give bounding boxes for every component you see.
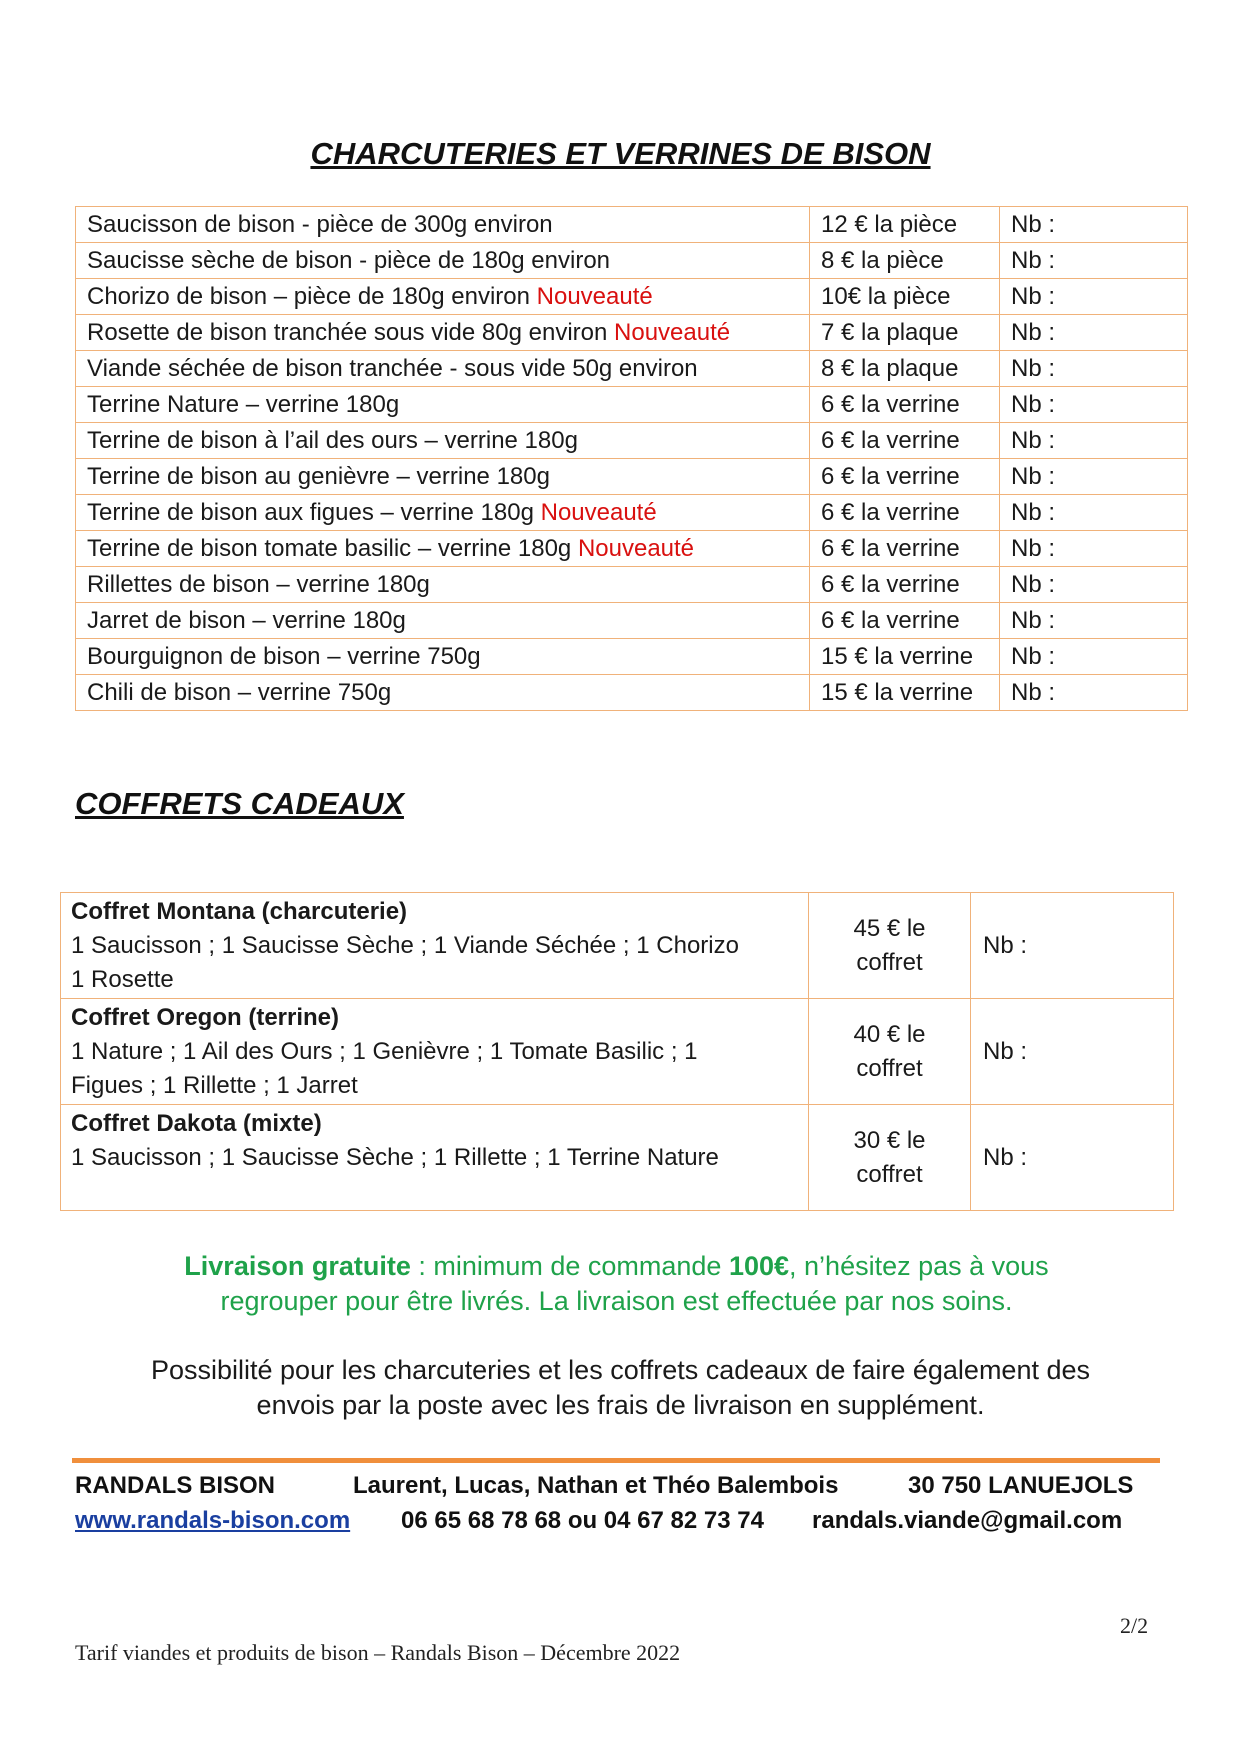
footer-divider [72, 1458, 1160, 1463]
gift-price-cell [809, 999, 971, 1105]
product-name: Terrine de bison aux figues – verrine 180g [87, 499, 541, 526]
product-name: Rillettes de bison – verrine 180g [87, 571, 430, 598]
product-name-cell [76, 675, 810, 711]
product-price: 6 € la verrine [810, 603, 1000, 639]
table-row [76, 387, 1188, 423]
page-number: 2/2 [1120, 1613, 1149, 1638]
quantity-field[interactable]: Nb : [1000, 639, 1188, 675]
gift-contents: 1 Rosette [71, 966, 174, 993]
product-name: Jarret de bison – verrine 180g [87, 607, 406, 634]
product-name: Viande séchée de bison tranchée - sous vide 50g environ [87, 355, 698, 382]
product-name: Rosette de bison tranchée sous vide 80g environ [87, 319, 615, 346]
gifts-table [60, 892, 1174, 1211]
quantity-field[interactable]: Nb : [1000, 675, 1188, 711]
product-price: 8 € la plaque [810, 351, 1000, 387]
product-name-cell [76, 639, 810, 675]
gift-price: 40 € le [853, 1020, 926, 1048]
gift-price: 30 € le [853, 1126, 926, 1154]
product-price: 6 € la verrine [810, 495, 1000, 531]
product-price: 7 € la plaque [810, 315, 1000, 351]
new-badge: Nouveauté [577, 535, 695, 562]
product-price: 15 € la verrine [810, 639, 1000, 675]
product-name: Chili de bison – verrine 750g [87, 679, 392, 706]
quantity-field[interactable]: Nb : [1000, 567, 1188, 603]
product-price: 6 € la verrine [810, 387, 1000, 423]
phone-numbers: 06 65 68 78 68 ou 04 67 82 73 74 [401, 1507, 764, 1534]
owners: Laurent, Lucas, Nathan et Théo Balembois [353, 1472, 839, 1499]
quantity-field[interactable]: Nb : [1000, 243, 1188, 279]
table-row [76, 603, 1188, 639]
product-price: 12 € la pièce [810, 207, 1000, 243]
gifts-section-title: COFFRETS CADEAUX [75, 786, 404, 821]
gift-name: Coffret Dakota (mixte) [71, 1110, 322, 1137]
products-table [75, 206, 1188, 711]
table-row [76, 459, 1188, 495]
quantity-field[interactable]: Nb : [971, 893, 1174, 999]
quantity-field[interactable]: Nb : [1000, 315, 1188, 351]
table-row [76, 531, 1188, 567]
product-name-cell [76, 531, 810, 567]
gift-description-cell [61, 893, 809, 999]
gift-description-cell [61, 1105, 809, 1211]
gift-name: Coffret Montana (charcuterie) [71, 898, 408, 925]
gift-name: Coffret Oregon (terrine) [71, 1004, 340, 1031]
product-name-cell [76, 387, 810, 423]
product-name-cell [76, 279, 810, 315]
quantity-field[interactable]: Nb : [1000, 531, 1188, 567]
product-name-cell [76, 423, 810, 459]
product-name-cell [76, 351, 810, 387]
product-name-cell [76, 603, 810, 639]
table-row [76, 351, 1188, 387]
new-badge: Nouveauté [540, 499, 657, 526]
table-row [76, 675, 1188, 711]
product-name: Saucisse sèche de bison - pièce de 180g environ [87, 247, 611, 274]
page-title: CHARCUTERIES ET VERRINES DE BISON [310, 136, 931, 171]
product-name: Terrine Nature – verrine 180g [87, 391, 400, 418]
new-badge: Nouveauté [536, 283, 653, 310]
gift-contents: 1 Saucisson ; 1 Saucisse Sèche ; 1 Rillette ; 1 Terrine Nature [71, 1144, 719, 1171]
location: 30 750 LANUEJOLS [908, 1472, 1134, 1499]
product-name: Chorizo de bison – pièce de 180g environ [87, 283, 537, 310]
table-row [76, 315, 1188, 351]
table-row [76, 243, 1188, 279]
quantity-field[interactable]: Nb : [1000, 279, 1188, 315]
gift-price: coffret [856, 1160, 923, 1188]
gift-description-cell [61, 999, 809, 1105]
product-name: Terrine de bison au genièvre – verrine 180g [87, 463, 550, 490]
quantity-field[interactable]: Nb : [1000, 495, 1188, 531]
email: randals.viande@gmail.com [812, 1507, 1123, 1534]
table-row [76, 495, 1188, 531]
new-badge: Nouveauté [614, 319, 731, 346]
gift-price: 45 € le [853, 914, 926, 942]
website-link[interactable]: www.randals-bison.com [75, 1507, 351, 1534]
quantity-field[interactable]: Nb : [971, 1105, 1174, 1211]
product-price: 8 € la pièce [810, 243, 1000, 279]
gift-price-cell [809, 893, 971, 999]
product-name-cell [76, 243, 810, 279]
quantity-field[interactable]: Nb : [1000, 207, 1188, 243]
gift-contents: 1 Nature ; 1 Ail des Ours ; 1 Genièvre ; 1 Tomate Basilic ; 1 [71, 1038, 698, 1065]
product-name: Terrine de bison tomate basilic – verrine 180g [87, 535, 578, 562]
gift-contents: 1 Saucisson ; 1 Saucisse Sèche ; 1 Viande Séchée ; 1 Chorizo [71, 932, 739, 959]
product-name-cell [76, 495, 810, 531]
quantity-field[interactable]: Nb : [1000, 459, 1188, 495]
postal-notice: Possibilité pour les charcuteries et les coffrets cadeaux de faire également des envois par la poste avec les frais de livraison en supplément. [150, 1355, 1090, 1420]
gift-contents: Figues ; 1 Rillette ; 1 Jarret [71, 1072, 358, 1099]
quantity-field[interactable]: Nb : [971, 999, 1174, 1105]
product-name: Saucisson de bison - pièce de 300g environ [87, 211, 553, 238]
product-name: Terrine de bison à l’ail des ours – verrine 180g [87, 427, 578, 454]
quantity-field[interactable]: Nb : [1000, 351, 1188, 387]
product-name-cell [76, 207, 810, 243]
gift-price-cell [809, 1105, 971, 1211]
delivery-notice: Livraison gratuite : minimum de commande 100€, n’hésitez pas à vous regrouper pour être livrés. La livraison est effectuée par nos soins. [184, 1251, 1049, 1316]
gift-price: coffret [856, 1054, 923, 1082]
table-row [61, 893, 1174, 999]
product-name-cell [76, 459, 810, 495]
gift-price: coffret [856, 948, 923, 976]
product-name: Bourguignon de bison – verrine 750g [87, 643, 481, 670]
product-name-cell [76, 315, 810, 351]
table-row [76, 567, 1188, 603]
product-price: 6 € la verrine [810, 423, 1000, 459]
product-price: 6 € la verrine [810, 567, 1000, 603]
table-row [76, 639, 1188, 675]
company-name: RANDALS BISON [75, 1472, 276, 1499]
table-row [76, 279, 1188, 315]
quantity-field[interactable]: Nb : [1000, 387, 1188, 423]
product-name-cell [76, 567, 810, 603]
quantity-field[interactable]: Nb : [1000, 423, 1188, 459]
product-price: 15 € la verrine [810, 675, 1000, 711]
product-price: 6 € la verrine [810, 459, 1000, 495]
table-row [61, 1105, 1174, 1211]
product-price: 6 € la verrine [810, 531, 1000, 567]
table-row [61, 999, 1174, 1105]
table-row [76, 207, 1188, 243]
table-row [76, 423, 1188, 459]
quantity-field[interactable]: Nb : [1000, 603, 1188, 639]
document-footer: Tarif viandes et produits de bison – Randals Bison – Décembre 2022 [75, 1640, 681, 1665]
product-price: 10€ la pièce [810, 279, 1000, 315]
